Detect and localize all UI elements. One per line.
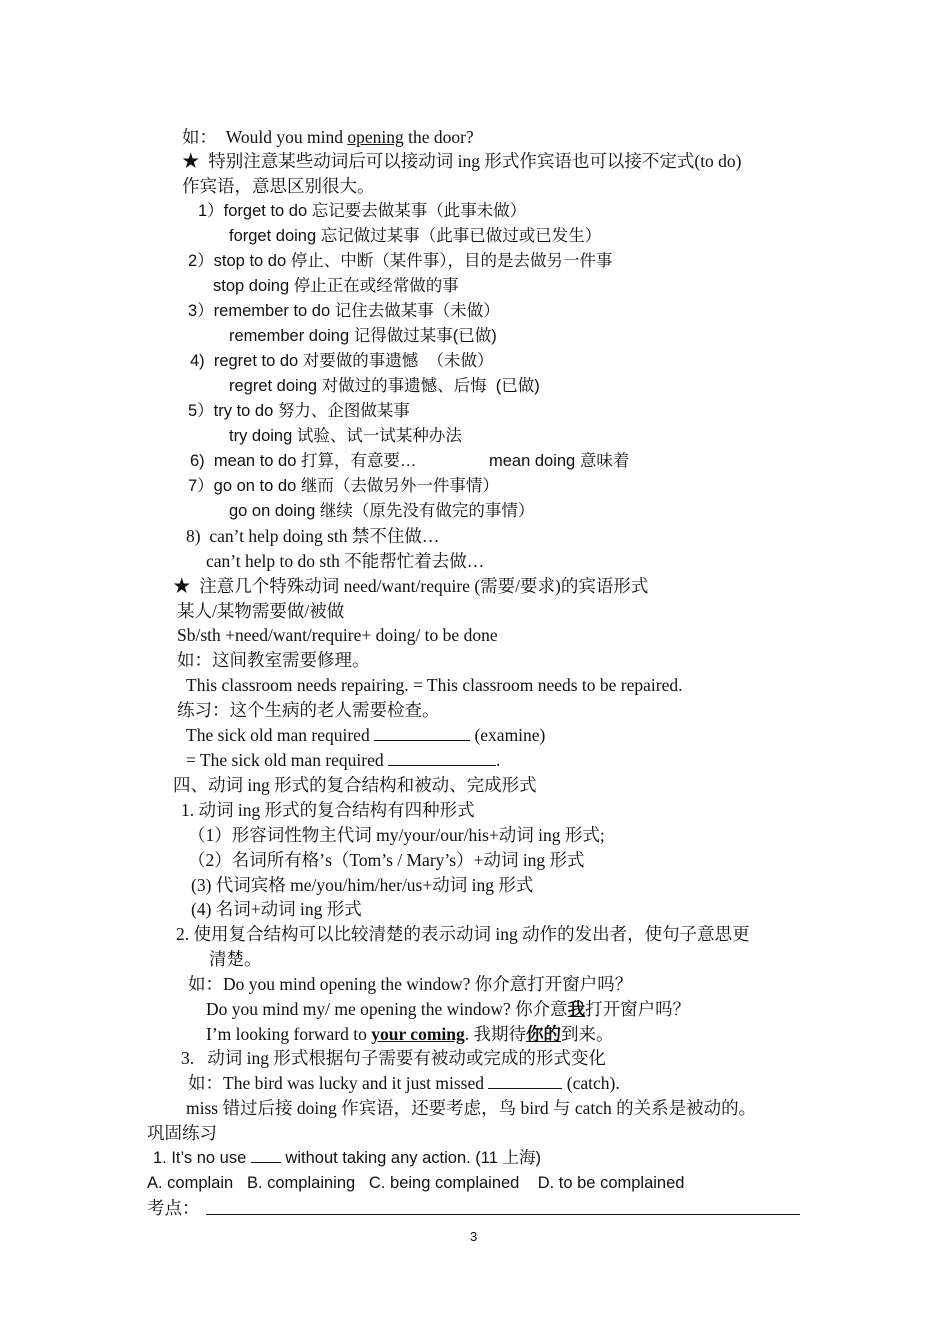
example-would-you-mind: 如： Would you mind opening the door? [182, 127, 474, 147]
item-forget-to-do: 1）forget to do 忘记要去做某事（此事未做） [198, 202, 527, 220]
item-go-on-doing: go on doing 继续（原先没有做完的事情） [229, 502, 535, 520]
question-1-options: A. complain B. complaining C. being complained D. to be complained [147, 1174, 685, 1192]
need-pattern: Sb/sth +need/want/require+ doing/ to be done [177, 625, 498, 645]
example-bird: 如：The bird was lucky and it just missed (catch). [188, 1073, 620, 1093]
item-try-doing: try doing 试验、试一试某种办法 [229, 427, 462, 445]
form-4: (4) 名词+动词 ing 形式 [191, 899, 362, 919]
item-try-to-do: 5）try to do 努力、企图做某事 [188, 402, 410, 420]
form-2: （2）名词所有格’s（Tom’s / Mary’s）+动词 ing 形式 [188, 850, 585, 870]
example-looking-forward: I’m looking forward to your coming. 我期待你的到来。 [206, 1024, 614, 1044]
item-remember-to-do: 3）remember to do 记住去做某事（未做） [188, 302, 500, 320]
item-mean-to-do: 6) mean to do 打算，有意要… [190, 452, 417, 470]
kaodian-label: 考点： [147, 1198, 200, 1218]
example-window-1: 如：Do you mind opening the window? 你介意打开窗户吗？ [188, 974, 633, 994]
item-regret-doing: regret doing 对做过的事遗憾、后悔 (已做) [229, 377, 540, 395]
answer-blank-4[interactable] [251, 1148, 281, 1163]
item-mean-doing: mean doing 意味着 [489, 452, 630, 470]
form-3: (3) 代词宾格 me/you/him/her/us+动词 ing 形式 [191, 875, 534, 895]
emphasis-your-coming: your coming [371, 1024, 465, 1044]
point-2-text-cont: 清楚。 [209, 949, 262, 969]
form-1: （1）形容词性物主代词 my/your/our/his+动词 ing 形式; [188, 825, 605, 845]
item-cant-help-doing: 8) can’t help doing sth 禁不住做… [186, 526, 440, 546]
exercise-line-2: = The sick old man required . [186, 750, 501, 770]
kaodian-answer-line[interactable] [206, 1214, 800, 1215]
underlined-opening: opening [347, 127, 404, 147]
note-need-want-require: ★ 注意几个特殊动词 need/want/require (需要/要求)的宾语形式 [173, 576, 649, 596]
emphasis-wo: 我 [567, 999, 586, 1019]
section-four-heading: 四、动词 ing 形式的复合结构和被动、完成形式 [173, 775, 537, 795]
answer-blank-3[interactable] [488, 1074, 562, 1089]
point-1-heading: 1. 动词 ing 形式的复合结构有四种形式 [181, 800, 475, 820]
bird-explanation: miss 错过后接 doing 作宾语，还要考虑，鸟 bird 与 catch 的关系是被动的。 [186, 1098, 757, 1118]
consolidation-heading: 巩固练习 [147, 1123, 217, 1143]
note-special-verbs: ★ 特别注意某些动词后可以接动词 ing 形式作宾语也可以接不定式(to do) [182, 151, 742, 171]
item-stop-doing: stop doing 停止正在或经常做的事 [213, 277, 459, 295]
exercise-line-1: The sick old man required (examine) [186, 725, 546, 745]
item-remember-doing: remember doing 记得做过某事(已做) [229, 327, 497, 345]
answer-blank-2[interactable] [388, 751, 496, 766]
need-meaning: 某人/某物需要做/被做 [177, 601, 345, 621]
example-classroom-en: This classroom needs repairing. = This classroom needs to be repaired. [186, 675, 683, 695]
answer-blank-1[interactable] [374, 726, 470, 741]
item-stop-to-do: 2）stop to do 停止、中断（某件事），目的是去做另一件事 [188, 252, 613, 270]
page-number: 3 [470, 1229, 478, 1244]
example-window-2: Do you mind my/ me opening the window? 你介意我打开窗户吗？ [206, 999, 691, 1019]
question-1: 1. It’s no use without taking any action. (11 上海) [153, 1149, 541, 1167]
item-forget-doing: forget doing 忘记做过某事（此事已做过或已发生） [229, 227, 602, 245]
item-cant-help-to-do: can’t help to do sth 不能帮忙着去做… [206, 551, 485, 571]
example-classroom-cn: 如：这间教室需要修理。 [177, 650, 370, 670]
item-go-on-to-do: 7）go on to do 继而（去做另外一件事情） [188, 477, 499, 495]
emphasis-nide: 你的 [526, 1024, 561, 1044]
point-2-text: 2. 使用复合结构可以比较清楚的表示动词 ing 动作的发出者，使句子意思更 [176, 924, 750, 944]
point-3-heading: 3. 动词 ing 形式根据句子需要有被动或完成的形式变化 [181, 1048, 606, 1068]
note-special-verbs-cont: 作宾语，意思区别很大。 [182, 176, 375, 196]
item-regret-to-do: 4) regret to do 对要做的事遗憾 （未做） [190, 352, 494, 370]
exercise-prompt: 练习：这个生病的老人需要检查。 [177, 700, 440, 720]
